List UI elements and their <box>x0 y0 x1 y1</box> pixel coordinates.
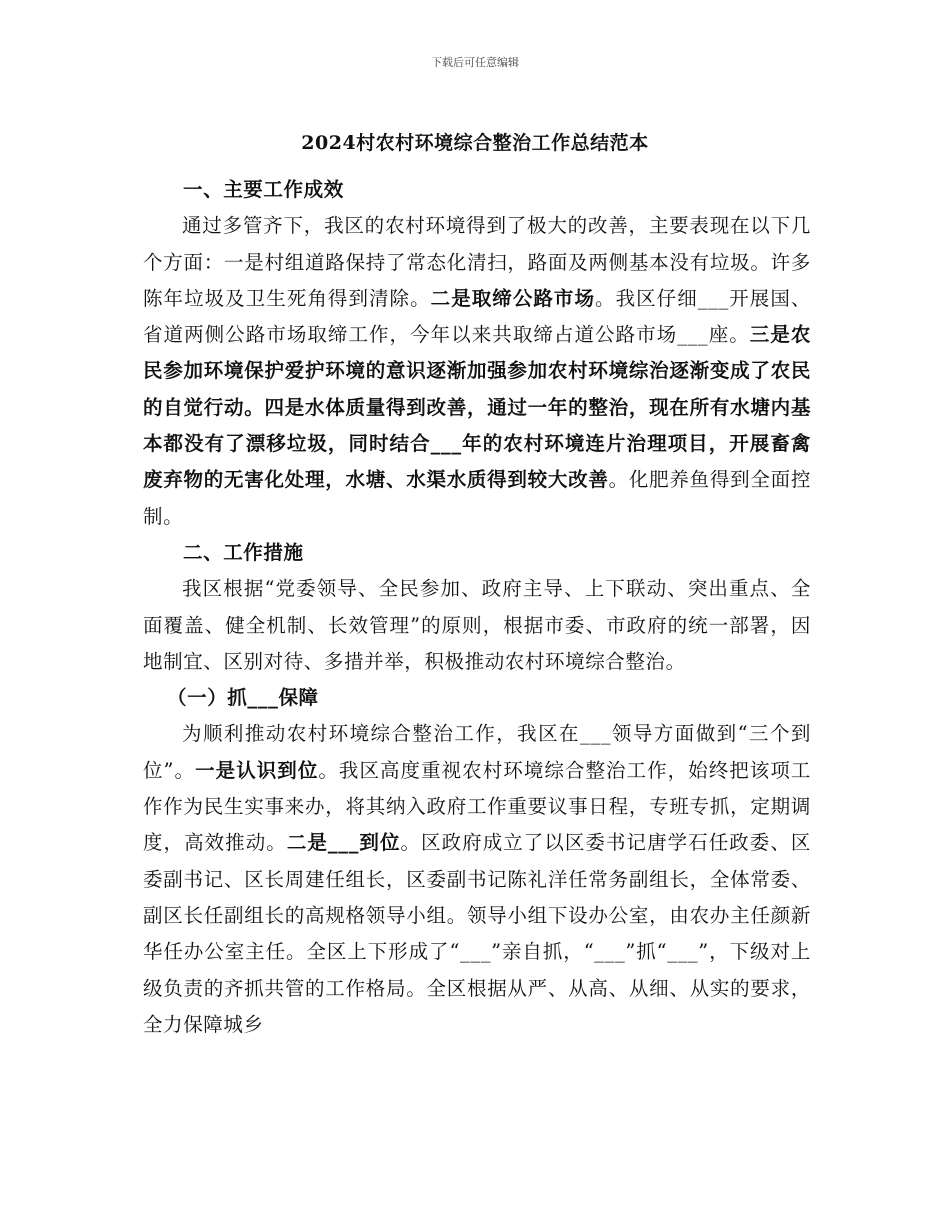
section-heading-main-results: 一、主要工作成效 <box>183 178 344 201</box>
text-run: 。我区高度重视农村环境综合整治工作，始终把该项工作作为民生实事来办，将其纳入政府工作重要议事日程，专班专抓，定期调度，高效推动。 <box>143 758 811 855</box>
page-header-note: 下载后可任意编辑 <box>431 56 519 69</box>
bold-text-run: 一是认识到位 <box>195 758 319 782</box>
paragraph-work-measures: 我区根据“党委领导、全民参加、政府主导、上下联动、突出重点、全面覆盖、健全机制、长效管理”的原则，根据市委、市政府的统一部署，因地制宜、区别对待、多措并举，积极推动农村环境综合整治。 <box>143 577 811 673</box>
text-run: 。区政府成立了以区委书记唐学石任政委、区委副书记、区长周建任组长，区委副书记陈礼洋任常务副组长，全体常委、副区长任副组长的高规格领导小组。领导小组下设办公室，由农办主任颜新华任办公室主任。全区上下形成了“___”亲自抓，“___”抓“___”，下级对上级负责的齐抓共管的工作格局。全区根据从严、从高、从细、从实的要求，全力保障城乡 <box>143 831 811 1036</box>
section-heading-work-measures: 二、工作措施 <box>183 540 304 564</box>
subsection-heading-guarantee: （一）抓___保障 <box>167 686 319 710</box>
text-run: 为顺利推动农村环境综合整治工作，我区在___领导方面做到“三个到位”。 <box>143 722 811 782</box>
document-title: 2024村农村环境综合整治工作总结范本 <box>301 132 649 154</box>
paragraph-guarantee <box>143 716 811 1043</box>
text-run: 通过多管齐下，我区的农村环境得到了极大的改善，主要表现在以下几个方面：一是村组道路保持了常态化清扫，路面及两侧基本没有垃圾。许多陈年垃圾及卫生死角得到清除。 <box>143 214 811 310</box>
bold-text-run: 三是农民参加环境保护爱护环境的意识逐渐加强参加农村环境综治逐渐变成了农民的自觉行动。四是水体质量得到改善，通过一年的整治，现在所有水塘内基本都没有了漂移垃圾，同时结合___年的农村环境连片治理项目，开展畜禽废弃物的无害化处理，水塘、水渠水质得到较大改善 <box>143 323 811 492</box>
bold-text-run: 二是___到位 <box>286 831 401 855</box>
text-run: 。化肥养鱼得到全面控制。 <box>143 468 811 528</box>
text-run: 。我区仔细___开展国、省道两侧公路市场取缔工作，今年以来共取缔占道公路市场___座。 <box>143 286 811 347</box>
bold-text-run: 二是取缔公路市场 <box>430 286 596 310</box>
paragraph-main-results <box>143 208 811 535</box>
document-body <box>143 172 811 1043</box>
